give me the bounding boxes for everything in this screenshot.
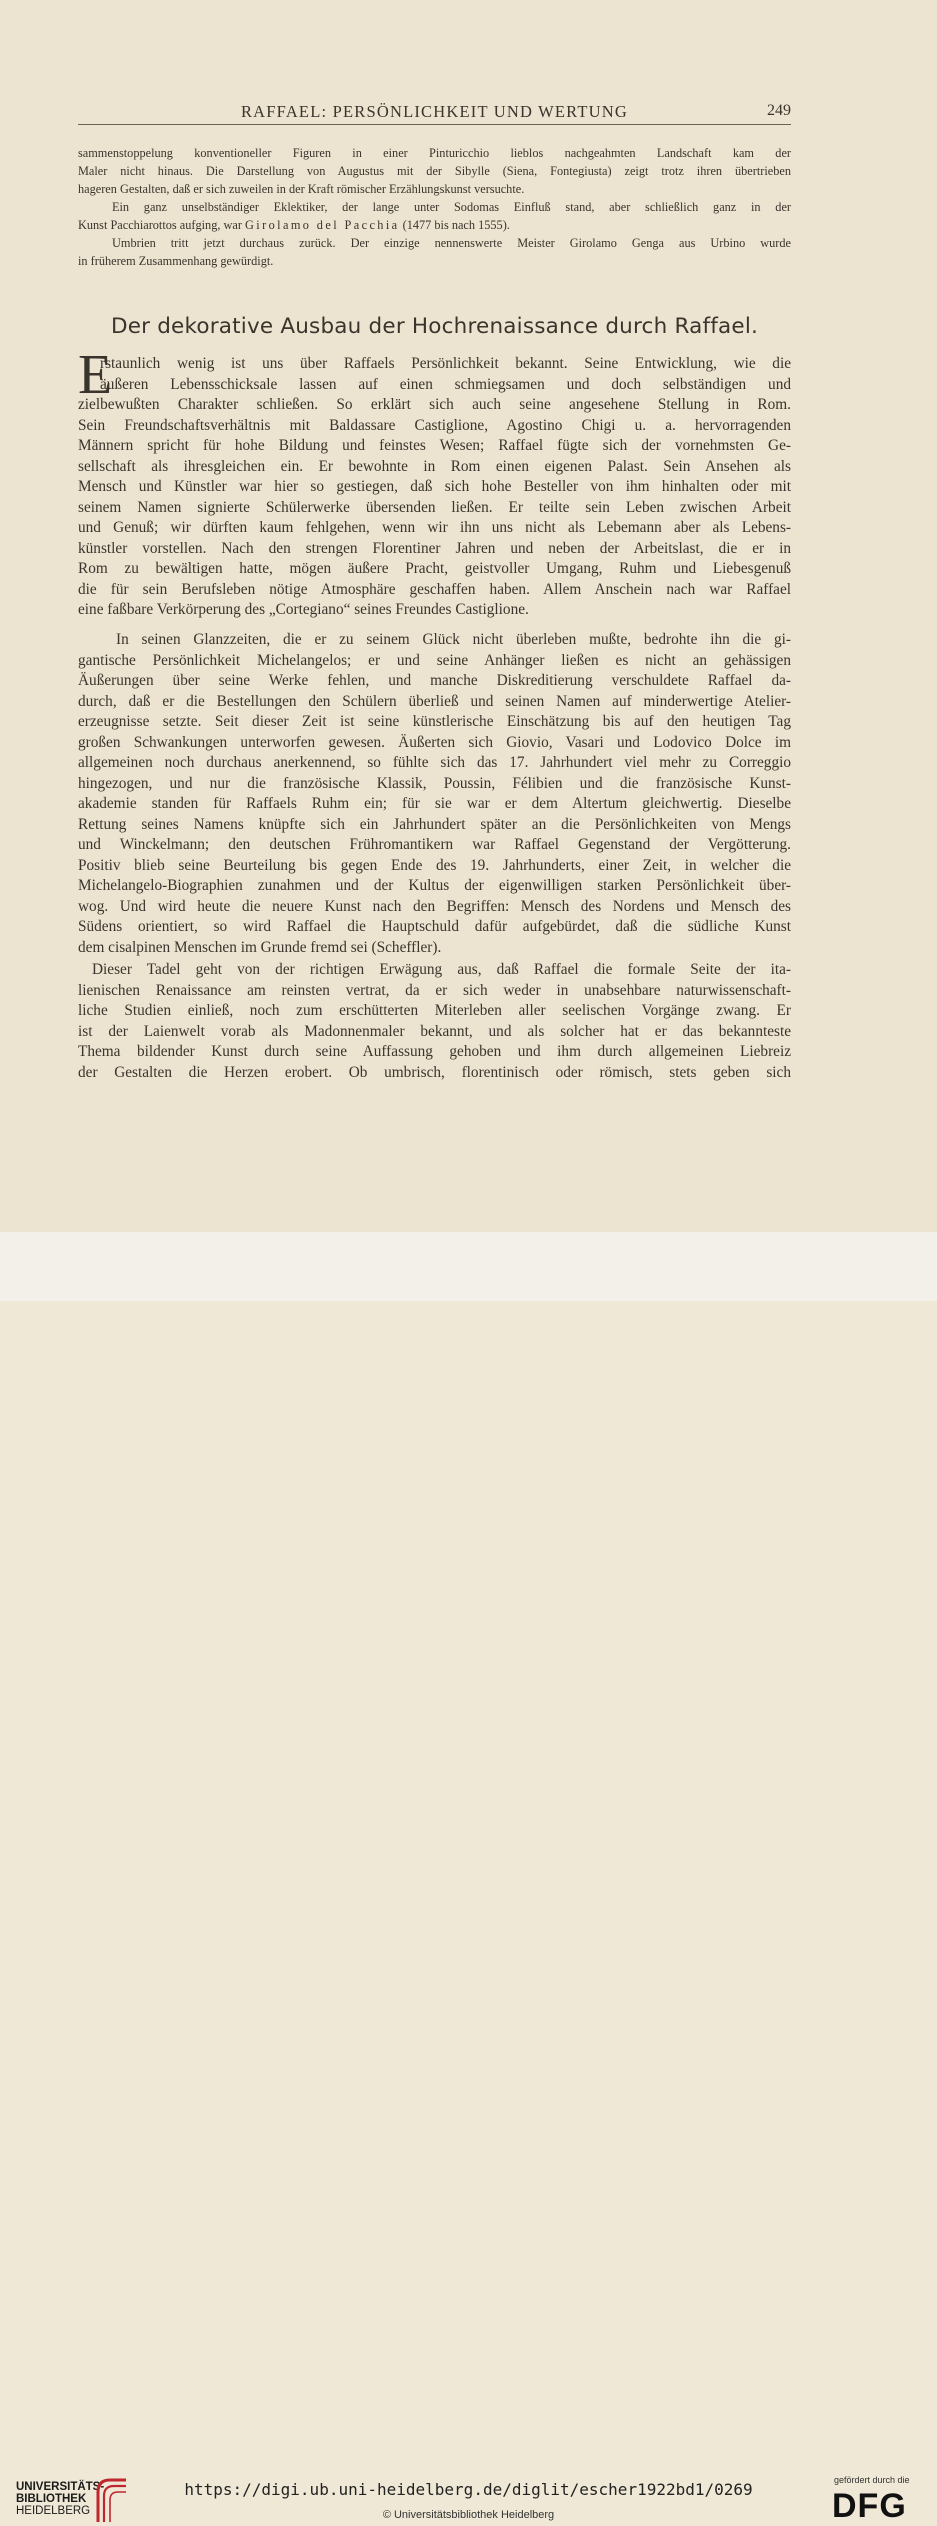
text-line: lienischen Renaissance am reinsten vertrat, da er sich weder in unabsehbare naturwissenschaft- (78, 981, 791, 999)
note-line: Maler nicht hinaus. Die Darstellung von Augustus mit der Sibylle (Siena, Fontegiusta) zeigt trotz ihren übertrieben (78, 164, 791, 178)
library-name-line1: UNIVERSITÄTS- (16, 2481, 105, 2493)
text-line: großen Schwankungen unterworfen gewesen. Äußerten sich Giovio, Vasari und Lodovico Dolce im (78, 733, 791, 751)
text-line: akademie standen für Raffaels Ruhm ein; für sie war er dem Altertum gleichwertig. Dieselbe (78, 795, 791, 812)
text-line: rstaunlich wenig ist uns über Raffaels Persönlichkeit bekannt. Seine Entwicklung, wie die (100, 355, 791, 372)
text-line: sellschaft als ihresgleichen ein. Er bewohnte in Rom einen eigenen Palast. Sein Ansehen als (78, 457, 791, 475)
text-line: liche Studien einließ, noch zum erschütterten Miterleben aller seelischen Vorgänge zwang. Er (78, 1002, 791, 1019)
permalink-url[interactable]: https://digi.ub.uni-heidelberg.de/diglit/escher1922bd1/0269 (184, 2480, 753, 2499)
dfg-logo[interactable]: DFG (832, 2487, 907, 2525)
text-line: hingezogen, und nur die französische Klassik, Poussin, Félibien und die französische Kunst- (78, 774, 791, 792)
running-header (78, 100, 791, 125)
text-line: In seinen Glanzzeiten, die er zu seinem Glück nicht überleben mußte, bedrohte ihn die gi- (116, 631, 791, 648)
funding-label: gefördert durch die (834, 2475, 910, 2485)
text-line: Michelangelo-Biographien zunahmen und der Kultus der eigenwilligen starken Persönlichkeit über- (78, 877, 791, 894)
text-line: künstler vorstellen. Nach den strengen Florentiner Jahren und neben der Arbeitslast, die er in (78, 539, 791, 557)
text-line: dem cisalpinen Menschen im Grunde fremd sei (Scheffler). (78, 938, 442, 956)
note-line (78, 216, 791, 234)
text-line: erzeugnisse setzte. Seit dieser Zeit ist seine künstlerische Einschätzung bis auf den heutigen Tag (78, 713, 791, 730)
text-line: Rom zu bewältigen hatte, mögen äußere Pracht, geistvoller Umgang, Ruhm und Liebesgenuß (78, 560, 791, 577)
running-header-title: RAFFAEL: PERSÖNLICHKEIT UND WERTUNG (240, 102, 629, 121)
text-line: äußeren Lebensschicksale lassen auf einen schmiegsamen und doch selbständigen und (100, 375, 791, 393)
text-line: seinem Namen signierte Schülerwerke übersenden ließen. Er teilte sein Leben zwischen Arbeit (78, 498, 791, 516)
text-line: und Genuß; wir dürften kaum fehlgehen, wenn wir ihn uns nicht als Lebemann aber als Lebens- (78, 519, 791, 536)
text-line: zielbewußten Charakter schließen. So erklärt sich auch seine angesehene Stellung in Rom. (78, 396, 791, 413)
text-line: und Winckelmann; den deutschen Frühromantikern war Raffael Gegenstand der Vergötterung. (78, 836, 791, 853)
text-line: Äußerungen über seine Werke fehlen, und manche Diskreditierung verschuldete Raffael da- (78, 672, 791, 689)
note-text: (1477 bis nach 1555). (402, 218, 510, 232)
note-line: Umbrien tritt jetzt durchaus zurück. Der einzige nennenswerte Meister Girolamo Genga aus Urbino wurde (112, 236, 791, 250)
text-line: Dieser Tadel geht von der richtigen Erwägung aus, daß Raffael die formale Seite der ita- (92, 961, 791, 978)
text-line: der Gestalten die Herzen erobert. Ob umbrisch, florentinisch oder römisch, stets geben sich (78, 1063, 791, 1081)
note-line: hageren Gestalten, daß er sich zuweilen in der Kraft römischer Erzählungskunst versuchte. (78, 182, 525, 196)
text-line: Thema bildender Kunst durch seine Auffassung gehoben und ihm durch allgemeinen Liebreiz (78, 1043, 791, 1060)
text-line: Rettung seines Namens knüpfte sich ein Jahrhundert später an die Persönlichkeiten von Mengs (78, 815, 791, 833)
footnote-block-2 (78, 198, 791, 234)
text-line: Positiv blieb seine Beurteilung bis gegen Ende des 19. Jahrhunderts, einer Zeit, in welcher die (78, 856, 791, 874)
note-text: Kunst Pacchiarottos aufging, war (78, 218, 242, 232)
library-name-line2: BIBLIOTHEK (16, 2493, 87, 2505)
viewer-footer (0, 1232, 937, 2525)
text-line: Südens orientiert, so wird Raffael die Hauptschuld dafür aufgebürdet, daß die südliche Kunst (78, 918, 791, 935)
note-line: sammenstoppelung konventioneller Figuren in einer Pinturicchio lieblos nachgeahmten Landschaft kam der (78, 146, 791, 160)
artist-name: Girolamo del Pacchia (245, 218, 400, 232)
paragraph-1 (78, 354, 791, 621)
scanned-page (0, 0, 937, 1232)
copyright-notice: © Universitätsbibliothek Heidelberg (382, 2509, 555, 2521)
section-title: Der dekorative Ausbau der Hochrenaissance durch Raffael. (110, 314, 759, 339)
note-line: Ein ganz unselbständiger Eklektiker, der lange unter Sodomas Einfluß stand, aber schließlich ganz in der (112, 200, 791, 214)
drop-cap: E (78, 344, 113, 406)
page-number: 249 (767, 102, 791, 119)
text-line: Mensch und Künstler war hier so gestiegen, daß sich hohe Besteller von ihm hinhalten oder mit (78, 478, 791, 495)
paragraph-3 (78, 960, 791, 1083)
text-line: Männern spricht für hohe Bildung und feinstes Wesen; Raffael fügte sich der vornehmsten Ge- (78, 437, 791, 454)
text-line: durch, daß er die Bestellungen den Schülern überließ und seinen Namen auf minderwertige Atelier- (78, 692, 791, 710)
text-line: gantische Persönlichkeit Michelangelos; er und seine Anhänger ließen es nicht an gehässigen (78, 651, 791, 669)
note-line: in früherem Zusammenhang gewürdigt. (78, 254, 274, 268)
text-line: wog. Und wird heute die neuere Kunst nach den Begriffen: Mensch des Nordens und Mensch des (78, 897, 791, 915)
text-line: eine faßbare Verkörperung des „Cortegiano“ seines Freundes Castiglione. (78, 601, 529, 618)
text-line: ist der Laienwelt vorab als Madonnenmaler bekannt, und als solcher hat er das bekannteste (78, 1022, 791, 1040)
library-name-line3: HEIDELBERG (16, 2505, 91, 2517)
footnote-block-1 (78, 144, 791, 198)
text-line: Sein Freundschaftsverhältnis mit Baldassare Castiglione, Agostino Chigi u. a. hervorragenden (78, 416, 791, 434)
text-line: allgemeinen noch durchaus anerkennend, so fühlte sich das 17. Jahrhundert viel mehr zu Correggio (78, 754, 791, 771)
text-line: die für sein Berufsleben nötige Atmosphäre geschaffen haben. Allem Anschein nach war Raffael (78, 580, 791, 598)
paragraph-2 (78, 630, 791, 958)
footnote-block-3 (78, 234, 791, 270)
